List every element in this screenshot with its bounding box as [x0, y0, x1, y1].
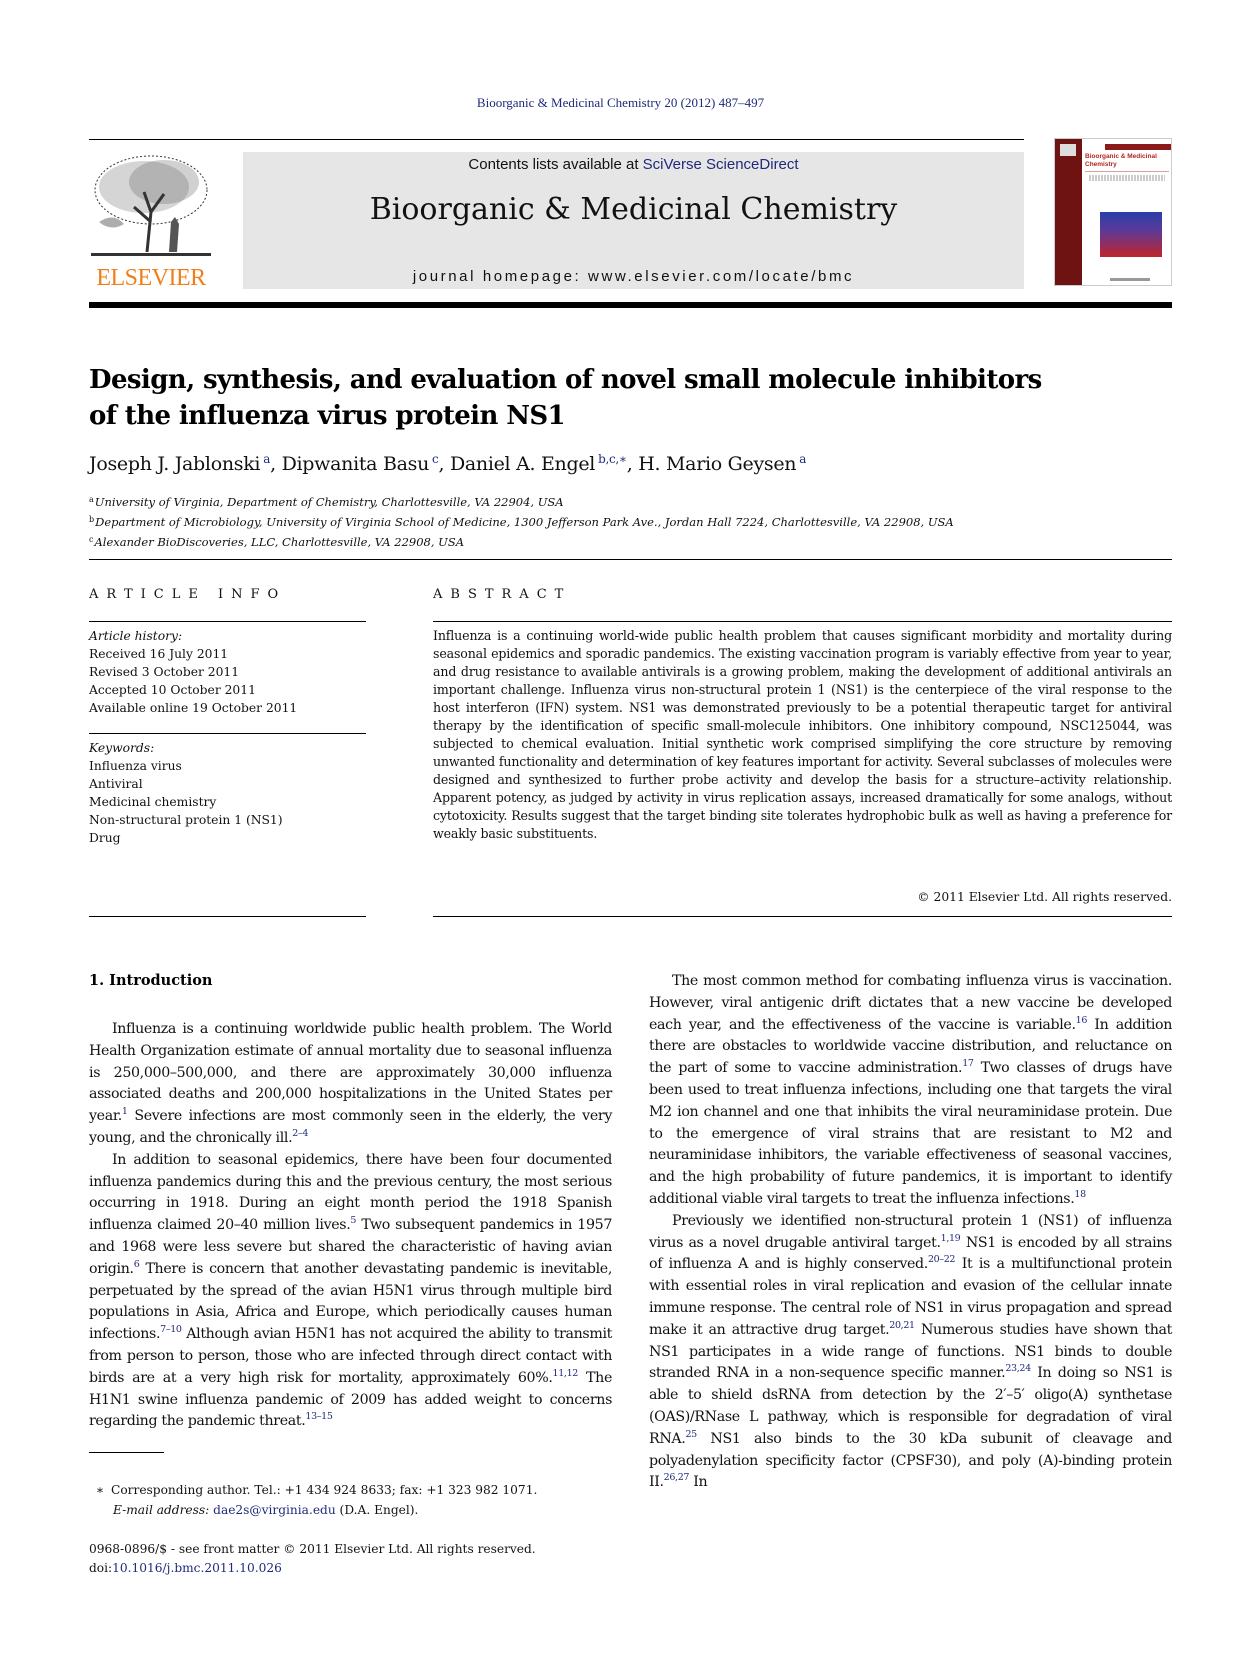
article-title-line-1: Design, synthesis, and evaluation of novel small molecule inhibitors — [89, 365, 1042, 395]
email-label: E-mail address: — [113, 1503, 214, 1517]
journal-banner — [243, 152, 1024, 289]
affiliation-c — [89, 531, 1172, 551]
citation-ref-link[interactable]: 5 — [350, 1215, 357, 1227]
affiliation-text: Department of Microbiology, University of Virginia School of Medicine, 1300 Jefferson Park Ave., Jordan Hall 7224, Charlottesville, VA 22908, USA — [95, 515, 954, 529]
journal-title: Bioorganic & Medicinal Chemistry — [369, 192, 898, 227]
citation-ref-link[interactable]: 11,12 — [552, 1367, 578, 1379]
paragraph: In addition to seasonal epidemics, there have been four documented influenza pandemics during this and the previous century, the most serious occurring in 1918. During an eight month period the 1918 Spanish influenza claimed 20–40 million lives.$^5$ Two subsequent pandemics in 1957 and 1968 were less severe but shared the characteristic of having avian origin.$^6$ There is concern that another devastating pandemic is inevitable, perpetuated by the spread of the avian H5N1 virus through multiple bird populations in Asia, Africa and Europe, which periodically causes human infections.$^{7-10}$ Although avian H5N1 has not acquired the ability to transmit from person to person, those who are infected through direct contact with birds are at a very high risk for mortality, approximately 60%.$^{11,12}$ The H1N1 swine influenza pandemic of 2009 has added weight to concerns regarding the pandemic threat.$^{13-15}$ — [89, 1151, 613, 1430]
header-rule — [89, 139, 1024, 140]
affiliation-b — [89, 511, 1172, 531]
keywords — [89, 739, 366, 847]
front-matter — [89, 1540, 629, 1578]
author-separator: , — [270, 453, 282, 475]
author-separator: , — [438, 453, 450, 475]
author-name[interactable]: Daniel A. Engel — [449, 453, 596, 475]
cover-divider — [1085, 171, 1169, 172]
journal-cover-thumbnail[interactable] — [1054, 138, 1172, 286]
author-affil-mark[interactable]: c — [432, 452, 439, 466]
affiliation-text: University of Virginia, Department of Chemistry, Charlottesville, VA 22904, USA — [94, 495, 564, 509]
history-received: Received 16 July 2011 — [89, 647, 229, 661]
email-link[interactable]: dae2s@virginia.edu — [213, 1503, 336, 1517]
author-separator: , — [626, 453, 639, 475]
author-name[interactable]: Dipwanita Basu — [281, 453, 430, 475]
affiliation-text: Alexander BioDiscoveries, LLC, Charlottesville, VA 22908, USA — [94, 535, 465, 549]
cover-footer — [1110, 278, 1150, 281]
paragraph: Influenza is a continuing worldwide public health problem. The World Health Organization estimate of annual mortality due to seasonal influenza is 250,000–500,000, and there are approximately 30,000 influenza associated deaths and 200,000 hospitalizations in the United States per year.$^1$ Severe infections are most commonly seen in the elderly, the very young, and the chronically ill.$^{2-4}$ — [89, 1021, 612, 1146]
citation-ref-link[interactable]: 26,27 — [663, 1472, 690, 1484]
article-history — [89, 627, 366, 717]
article-title-line-2: of the influenza virus protein NS1 — [89, 401, 566, 431]
body-column-left — [89, 1019, 612, 1433]
history-accepted: Accepted 10 October 2011 — [89, 683, 256, 697]
keyword-item: Medicinal chemistry — [89, 795, 217, 809]
affiliation-a — [89, 491, 1172, 511]
keyword-item: Non-structural protein 1 (NS1) — [89, 813, 283, 827]
corresponding-author-line — [89, 1480, 629, 1500]
keywords-label: Keywords: — [89, 741, 155, 755]
email-line — [89, 1500, 629, 1520]
citation-ref-link[interactable]: 18 — [1074, 1188, 1086, 1200]
author-name[interactable]: Joseph J. Jablonski — [89, 453, 261, 475]
cover-title: Bioorganic & Medicinal Chemistry — [1085, 153, 1157, 168]
abstract-bottom-rule — [433, 916, 1172, 917]
abstract-copyright: © 2011 Elsevier Ltd. All rights reserved. — [917, 890, 1172, 904]
doi-prefix: doi: — [89, 1561, 113, 1575]
email-suffix: (D.A. Engel). — [335, 1503, 419, 1517]
paragraph: The most common method for combating influenza virus is vaccination. However, viral antigenic drift dictates that a new vaccine be developed each year, and the effectiveness of the vaccine is variable.$^{16}$ In addition there are obstacles to worldwide vaccine distribution, and reluctance on the part of some to vaccine administration.$^{17}$ Two classes of drugs have been used to treat influenza infections, including one that targets the viral M2 ion channel and one that inhibits the viral neuraminidase protein. Due to the emergence of viral strains that are resistant to M2 and neuraminidase inhibitors, the variable effectiveness of seasonal vaccines, and the high probability of future pandemics, it is important to identify additional viable viral targets to treat the influenza infections.$^{18}$ — [649, 973, 1172, 1207]
body-column-right — [649, 971, 1172, 1494]
abstract-heading: ABSTRACT — [433, 587, 572, 602]
footnote-rule — [89, 1452, 164, 1453]
author-affil-mark[interactable]: b,c,∗ — [598, 452, 627, 466]
cover-subtitle — [1089, 175, 1165, 181]
author-affil-mark[interactable]: a — [799, 452, 807, 466]
keyword-item: Drug — [89, 831, 121, 845]
article-info-heading: ARTICLE INFO — [89, 587, 287, 602]
running-citation: Bioorganic & Medicinal Chemistry 20 (2012) 487–497 — [476, 95, 765, 110]
citation-ref-link[interactable]: 1,19 — [940, 1232, 961, 1244]
cover-spine — [1055, 139, 1082, 285]
affiliation-mark: b — [89, 515, 95, 524]
author-affil-mark[interactable]: a — [263, 452, 271, 466]
article-info-bottom-rule — [89, 916, 366, 917]
corresponding-author-footnote — [89, 1480, 629, 1520]
citation-ref-link[interactable]: 2–4 — [292, 1127, 309, 1139]
issn-line: 0968-0896/$ - see front matter © 2011 Elsevier Ltd. All rights reserved. — [89, 1542, 536, 1556]
history-online: Available online 19 October 2011 — [89, 701, 298, 715]
elsevier-logo[interactable] — [89, 152, 213, 292]
contents-prefix: Contents lists available at — [468, 156, 643, 173]
journal-homepage-link[interactable]: journal homepage: www.elsevier.com/locate/bmc — [412, 268, 855, 285]
doi-line — [89, 1559, 629, 1578]
citation-ref-link[interactable]: 16 — [1075, 1014, 1088, 1026]
history-revised: Revised 3 October 2011 — [89, 665, 240, 679]
affiliation-rule — [89, 559, 1172, 560]
author-list — [89, 452, 1089, 475]
section-heading-introduction: 1. Introduction — [89, 972, 213, 989]
citation-ref-link[interactable]: 20,21 — [889, 1319, 915, 1331]
citation-ref-link[interactable]: 20–22 — [927, 1254, 956, 1266]
abstract-rule — [433, 621, 1172, 622]
article-history-label: Article history: — [89, 629, 183, 643]
article-title — [89, 362, 1089, 434]
article-info-rule — [89, 621, 366, 622]
corresponding-author-text: Corresponding author. Tel.: +1 434 924 8633; fax: +1 323 982 1071. — [111, 1483, 538, 1497]
cover-artwork-image — [1100, 212, 1162, 257]
affiliations — [89, 491, 1172, 551]
citation-ref-link[interactable]: 25 — [685, 1428, 697, 1440]
cover-logo-icon — [1060, 144, 1076, 156]
keyword-item: Antiviral — [89, 777, 143, 791]
keywords-rule — [89, 733, 366, 734]
cover-band — [1105, 144, 1171, 150]
affiliation-mark: c — [89, 535, 94, 544]
affiliation-mark: a — [89, 495, 94, 504]
doi-link[interactable]: 10.1016/j.bmc.2011.10.026 — [112, 1561, 282, 1575]
abstract-text: Influenza is a continuing world-wide public health problem that causes significant morbidity and mortality during seasonal epidemics and sporadic pandemics. The existing vaccination program is variably effective from year to year, and drug resistance to available antivirals is a growing problem, making the development of additional antivirals an important challenge. Influenza virus non-structural protein 1 (NS1) is the centerpiece of the viral response to the host interferon (IFN) system. NS1 was demonstrated previously to be a potential therapeutic target for antiviral therapy by the identification of specific small-molecule inhibitors. One inhibitory compound, NSC125044, was subjected to chemical evaluation. Initial synthetic work comprised simplifying the core structure by removing unwanted functionality and determination of key features important for activity. Several subclasses of molecules were designed and synthesized to further probe activity and develop the basis for a structure–activity relationship. Apparent potency, as judged by activity in virus replication assays, increased dramatically for some analogs, without cytotoxicity. Results suggest that the target binding site tolerates hydrophobic bulk as well as having a preference for weakly basic substituents. — [433, 628, 1172, 841]
elsevier-tree-icon — [89, 152, 213, 262]
author-name[interactable]: H. Mario Geysen — [638, 453, 797, 475]
citation-ref-link[interactable]: 6 — [133, 1258, 140, 1270]
contents-line — [243, 156, 1024, 173]
citation-ref-link[interactable]: 13–15 — [305, 1411, 333, 1423]
citation-ref-link[interactable]: 23,24 — [1005, 1363, 1031, 1375]
elsevier-wordmark: ELSEVIER — [96, 265, 206, 291]
sciencedirect-link[interactable]: SciVerse ScienceDirect — [642, 156, 799, 173]
citation-ref-link[interactable]: 17 — [962, 1058, 974, 1070]
keyword-item: Influenza virus — [89, 759, 182, 773]
paragraph: Previously we identified non-structural protein 1 (NS1) of influenza virus as a novel drugable antiviral target.$^{1,19}$ NS1 is encoded by all strains of influenza A and is highly conserved.$^{20-22}$ It is a multifunctional protein with essential roles in viral replication and evasion of the cellular innate immune response. The central role of NS1 in virus propagation and spread make it an attractive drug target.$^{20,21}$ Numerous studies have shown that NS1 participates in a wide range of functions. NS1 binds to double stranded RNA in a non-sequence specific manner.$^{23,24}$ In doing so NS1 is able to shield dsRNA from detection by the 2′–5′ oligo(A) synthetase (OAS)/RNase L pathway, which is responsible for degradation of viral RNA.$^{25}$ NS1 also binds to the 30 kDa subunit of cleavage and polyadenylation specificity factor (CPSF30), and poly (A)-binding protein II.$^{26,27}$ In — [649, 1212, 1172, 1491]
citation-ref-link[interactable]: 1 — [121, 1106, 128, 1118]
asterisk-mark: ∗ — [95, 1483, 105, 1497]
citation-ref-link[interactable]: 7–10 — [160, 1324, 182, 1336]
header-thick-rule — [89, 302, 1172, 308]
